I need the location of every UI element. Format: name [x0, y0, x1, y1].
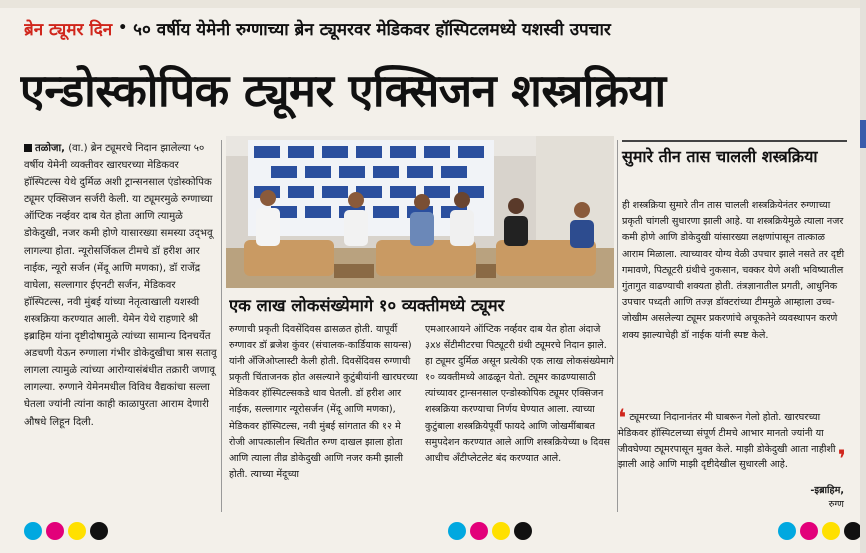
cyan-dot-icon [24, 522, 42, 540]
cyan-dot-icon [778, 522, 796, 540]
sidebar-heading: सुमारे तीन तास चालली शस्त्रक्रिया [622, 147, 818, 166]
doctors-panel-photo [226, 136, 614, 288]
bullet-square-icon [24, 144, 32, 152]
dateline-agency: (वा.) [68, 143, 88, 154]
headline: एन्डोस्कोपिक ट्यूमर एक्सिजन शस्त्रक्रिया [20, 64, 666, 117]
quote-attribution [780, 484, 844, 512]
adjacent-page-edge [860, 0, 866, 553]
print-registration-marks [448, 522, 532, 540]
patient-quote [618, 404, 848, 482]
yellow-dot-icon [492, 522, 510, 540]
dateline-place: तळोजा, [35, 143, 65, 154]
print-registration-marks [24, 522, 108, 540]
adjacent-page-color-block [860, 120, 866, 148]
article-column-3: एमआरआयने ऑप्टिक नर्व्हवर दाब येत होता अंदाजे ३x४ सेंटीमीटरचा पिट्यूटरी ग्रंथी ट्यूमरचे निदान झाले. हा ट्यूमर दुर्मिळ असून प्रत्येकी एक लाख लोकसंख्येमागे १० व्यक्तीमध्ये आढळून येतो. ट्यूमर काढण्यासाठी त्यांच्यावर ट्रान्सनसाल एन्डोस्कोपिक ट्यूमर एक्सिजन शस्त्रक्रिया करण्याचा निर्णय घेण्यात आला. त्याच्या कुटुंबाला शस्त्रक्रियेपूर्वी फायदे आणि जोखमींबाबत समुपदेशन करण्यात आले आणि शस्त्रक्रियेच्या ७ दिवस आधीच अँटीप्लेटलेट बंद करण्यात आले. [425, 324, 614, 464]
kicker-separator: • [118, 20, 128, 36]
subheading: एक लाख लोकसंख्येमागे १० व्यक्तीमध्ये ट्यूमर [229, 296, 505, 315]
print-registration-marks [778, 522, 862, 540]
kicker-line [24, 8, 839, 48]
yellow-dot-icon [68, 522, 86, 540]
kicker-text: ५० वर्षीय येमेनी रुग्णाच्या ब्रेन ट्यूमरवर मेडिकवर हॉस्पिटलमध्ये यशस्वी उपचार [133, 19, 611, 40]
article-column-1 [24, 140, 217, 510]
cyan-dot-icon [448, 522, 466, 540]
kicker-label: ब्रेन ट्यूमर दिन [24, 19, 113, 40]
article-column-2: रुग्णाची प्रकृती दिवसेंदिवस ढासळत होती. यापूर्वी रुग्णावर डॉ ब्रजेश कुंवर (संचालक-कार्डियाक सायन्स) यांनी अँजिओप्लास्टी केली होती. दिवसेंदिवस रुग्णाची प्रकृती चिंताजनक होत असल्याने कुटुंबीयांनी खारघरच्या मेडिकवर हॉस्पिटल्सकडे धाव घेतली. डॉ हरीश आर नाईक, सल्लागार न्यूरोसर्जन (मेंदू आणि मणका), मेडिकवर हॉस्पिटल्स, नवी मुंबई सांगतात की १२ मे रोजी आपत्कालीन स्थितीत रुग्ण दाखल झाला होता आणि त्याला तीव्र डोकेदुखी आणि नजर कमी झाली होती. त्याच्या मेंदूच्या [229, 324, 418, 480]
black-dot-icon [514, 522, 532, 540]
magenta-dot-icon [470, 522, 488, 540]
column-divider [221, 140, 222, 512]
black-dot-icon [90, 522, 108, 540]
magenta-dot-icon [800, 522, 818, 540]
quote-text: ट्यूमरच्या निदानानंतर मी घाबरून गेलो होतो. खारघरच्या मेडिकवर हॉस्पिटलच्या संपूर्ण टीमचे आभार मानतो ज्यांनी या जीवघेण्या ट्यूमरपासून मुक्त केले. माझी डोकेदुखी आता नाहीशी झाली आहे आणि माझी दृष्टीदेखील सुधारली आहे. [618, 412, 836, 471]
sidebar-text: ही शस्त्रक्रिया सुमारे तीन तास चालली शस्त्रक्रियेनंतर रुग्णाच्या प्रकृती चांगली सुधारणा झाली आहे. या शस्त्रक्रियेमुळे त्याला नजर कमी होणे आणि डोकेदुखी यांसारख्या लक्षणांपासून तात्काळ आराम मिळाला. त्याच्यावर योग्य वेळी उपचार झाले नसते तर दृष्टी गमावणे, पिट्यूटरी ग्रंथीचे नुकसान, चक्कर येणे अशी भविष्यातील गुंतागुत वाढण्याची शक्यता होती. तंत्रज्ञानातील प्रगती, आधुनिक उपचार पध्दती आणि तज्ज्ञ डॉक्टरांच्या टीममुळे आम्हाला उच्च-जोखीम असलेल्या ट्यूमर प्रकरणांचे अचूकतेने व्यवस्थापन करणे शक्य झाल्याचेही डॉ नाईक यांनी स्पष्ट केले. [622, 200, 845, 341]
sidebar-rule [622, 140, 847, 142]
column-1-text: ब्रेन ट्यूमरचे निदान झालेल्या ५० वर्षीय येमेनी व्यक्तीवर खारघरच्या मेडिकवर हॉस्पिटल्स येथे दुर्मिळ अशी ट्रान्सनसाल एंडोस्कोपिक ट्यूमर एक्सिजन सर्जरी केली. या ट्यूमरमुळे रुग्णाच्या ऑप्टिक नर्व्हवर दाब येत होता आणि त्यामुळे डोकेदुखी, नजर कमी होणे यासारख्या समस्या उद्‌भवू लागल्या होता. न्यूरोसर्जिकल टीमचे डॉ हरीश आर नाईक, न्यूरो सर्जन (मेंदू आणि मणका), डॉ राजेंद्र वाघेला, सल्लागार ईएनटी सर्जन, मेडिकवर हॉस्पिटल्स, नवी मुंबई यांच्या नेतृत्वाखाली यशस्वी शस्त्रक्रिया करण्यात आली. येमेन येथे राहणारे श्री इब्राहिम यांना दृष्टीदोषामुळे त्यांच्या सामान्य दिनचर्येत अडचणी येऊन रुग्णाला गंभीर डोकेदुखीचा त्रास सतावू लागला त्यामुळे त्यांच्या आरोग्यासंबंधीत तक्रारी जणावू लागल्या. रुग्णाने येमेनमधील विविध वैद्यकांचा सल्ला घेतला ज्यांनी त्यांना काही काळापुरता आराम देणारी औषधे लिहून दिली. [24, 143, 217, 428]
close-quote-icon: ❜ [837, 445, 846, 474]
open-quote-icon: ❛ [618, 404, 627, 432]
previous-article-cutoff [0, 0, 866, 8]
yellow-dot-icon [822, 522, 840, 540]
article-photo [226, 136, 614, 288]
magenta-dot-icon [46, 522, 64, 540]
quote-role: रुग्ण [828, 499, 844, 510]
quote-name: -इब्राहिम, [810, 485, 844, 496]
